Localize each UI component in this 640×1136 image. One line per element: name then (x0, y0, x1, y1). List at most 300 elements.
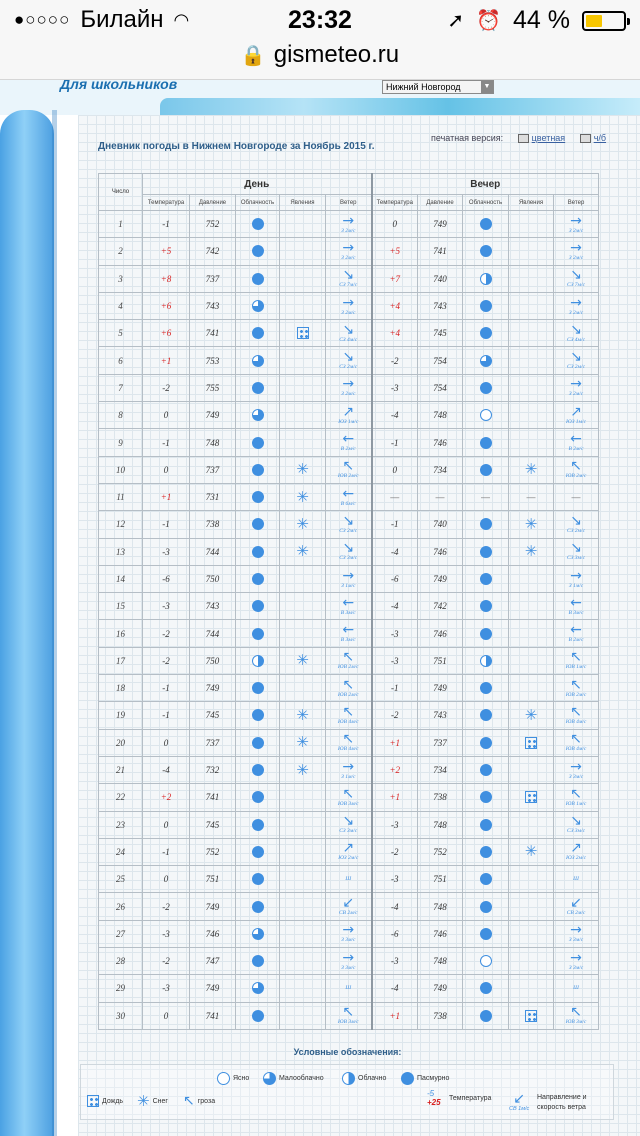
evening-cloudiness (463, 292, 509, 319)
wind-text: ЮВ 4м/с (337, 746, 359, 753)
table-row (99, 866, 599, 893)
wind-text: ЮВ 1м/с (565, 664, 587, 671)
carrier-name: Билайн (80, 6, 164, 33)
day-temperature: -1 (143, 511, 190, 538)
clear-icon (480, 409, 492, 421)
legend-wind-sample (509, 1093, 529, 1112)
partly-cloudy-icon (480, 355, 492, 367)
day-phenomena (280, 402, 326, 429)
wind-arrow-icon: ↖ (342, 731, 355, 748)
evening-temperature: +1 (372, 784, 418, 811)
legend-label: Пасмурно (417, 1075, 450, 1082)
wind-text: ЮЗ 2м/с (338, 855, 359, 862)
table-row (99, 975, 599, 1002)
day-phenomena (280, 811, 326, 838)
day-cloudiness (236, 838, 280, 865)
table-row (99, 456, 599, 483)
day-wind (326, 538, 372, 565)
rain-icon (297, 327, 309, 339)
wind-arrow-icon: ↗ (342, 403, 355, 420)
wind-text: З 2м/с (568, 254, 584, 261)
evening-cloudiness (463, 893, 509, 920)
wind-text: СЗ 3м/с (567, 828, 586, 835)
cloudy-icon (480, 655, 492, 667)
snow-icon: ✳ (296, 733, 309, 752)
wind-text: З 2м/с (568, 309, 584, 316)
day-phenomena (280, 292, 326, 319)
day-phenomena (280, 565, 326, 592)
legend-temperature (449, 1095, 491, 1102)
day-temperature: 0 (143, 1002, 190, 1029)
day-wind (326, 756, 372, 783)
overcast-icon (480, 791, 492, 803)
overcast-icon (252, 491, 264, 503)
evening-phenomena (509, 811, 554, 838)
wind-text: СЗ 4м/с (567, 336, 586, 343)
evening-pressure: 748 (418, 402, 463, 429)
evening-wind (554, 292, 599, 319)
table-row (99, 565, 599, 592)
wind-text: З 3м/с (341, 937, 356, 944)
wind-arrow-icon: ↖ (570, 785, 582, 802)
day-phenomena (280, 702, 326, 729)
day-temperature: -1 (143, 429, 190, 456)
evening-wind (554, 483, 599, 510)
evening-temperature: -4 (372, 402, 418, 429)
day-phenomena (280, 729, 326, 756)
wind-text: СВ 2м/с (566, 910, 586, 917)
evening-pressure: — (418, 483, 463, 510)
day-phenomena (280, 893, 326, 920)
overcast-icon (480, 1010, 492, 1022)
evening-wind (554, 811, 599, 838)
evening-cloudiness (463, 647, 509, 674)
print-color-link[interactable]: цветная (531, 133, 566, 143)
day-number: 5 (99, 320, 143, 347)
day-wind (326, 1002, 372, 1029)
overcast-icon (252, 437, 264, 449)
day-wind (326, 948, 372, 975)
evening-cloudiness (463, 838, 509, 865)
day-temperature: -1 (143, 675, 190, 702)
header-pressure: Давление (190, 195, 236, 211)
evening-temperature: -2 (372, 702, 418, 729)
clear-icon (480, 955, 492, 967)
evening-cloudiness (463, 948, 509, 975)
wind-arrow-icon: → (342, 212, 355, 229)
wind-arrow-icon: → (570, 294, 582, 311)
wind-arrow-icon: → (570, 376, 582, 393)
day-phenomena (280, 511, 326, 538)
day-cloudiness (236, 620, 280, 647)
wind-text: З 1м/с (568, 582, 584, 589)
wind-arrow-icon: → (342, 294, 355, 311)
evening-cloudiness (463, 374, 509, 401)
overcast-icon (480, 245, 492, 257)
overcast-icon (480, 682, 492, 694)
legend-partly (263, 1072, 324, 1085)
evening-phenomena (509, 893, 554, 920)
evening-wind (554, 320, 599, 347)
header-day: Число (99, 174, 143, 211)
day-cloudiness (236, 511, 280, 538)
day-phenomena (280, 265, 326, 292)
evening-pressure: 745 (418, 320, 463, 347)
evening-temperature: -6 (372, 920, 418, 947)
day-cloudiness (236, 975, 280, 1002)
evening-cloudiness (463, 729, 509, 756)
evening-cloudiness (463, 483, 509, 510)
wind-arrow-icon: ↘ (570, 321, 582, 338)
overcast-icon (480, 518, 492, 530)
snow-icon: ✳ (524, 842, 538, 861)
day-wind (326, 647, 372, 674)
day-pressure: 741 (190, 784, 236, 811)
overcast-icon (480, 600, 492, 612)
evening-phenomena (509, 456, 554, 483)
day-cloudiness (236, 811, 280, 838)
evening-temperature: -4 (372, 538, 418, 565)
evening-phenomena (509, 320, 554, 347)
wind-arrow-icon: → (342, 567, 355, 584)
wind-arrow-icon: ↘ (570, 540, 582, 557)
evening-cloudiness (463, 347, 509, 374)
table-row (99, 811, 599, 838)
legend-label: Облачно (358, 1075, 387, 1082)
overcast-icon (252, 873, 264, 885)
partly-cloudy-icon (252, 355, 264, 367)
overcast-icon (480, 901, 492, 913)
wind-text: СЗ 3м/с (339, 555, 358, 562)
overcast-icon (401, 1072, 414, 1085)
day-number: 21 (99, 756, 143, 783)
day-phenomena (280, 920, 326, 947)
evening-temperature: -4 (372, 893, 418, 920)
day-temperature: 0 (143, 866, 190, 893)
day-pressure: 737 (190, 265, 236, 292)
wind-arrow-icon: → (342, 949, 355, 966)
evening-wind (554, 265, 599, 292)
header-temperature: Температура (372, 195, 418, 211)
wind-arrow-icon: ↖ (570, 458, 582, 475)
evening-cloudiness (463, 320, 509, 347)
table-row (99, 320, 599, 347)
day-number: 15 (99, 593, 143, 620)
day-cloudiness (236, 374, 280, 401)
day-phenomena (280, 456, 326, 483)
day-phenomena (280, 620, 326, 647)
overcast-icon (480, 737, 492, 749)
table-row (99, 292, 599, 319)
day-wind (326, 838, 372, 865)
day-number: 29 (99, 975, 143, 1002)
day-cloudiness (236, 948, 280, 975)
wind-arrow-icon: ↘ (342, 512, 355, 529)
evening-phenomena (509, 838, 554, 865)
evening-wind (554, 402, 599, 429)
wind-text: СВ 2м/с (338, 910, 358, 917)
day-temperature: +1 (143, 483, 190, 510)
evening-phenomena (509, 292, 554, 319)
wind-text: ЮВ 4м/с (565, 746, 587, 753)
header-temperature: Температура (143, 195, 190, 211)
table-body (99, 211, 599, 1030)
table-row (99, 265, 599, 292)
day-phenomena (280, 948, 326, 975)
day-temperature: -3 (143, 920, 190, 947)
evening-cloudiness (463, 538, 509, 565)
evening-wind (554, 838, 599, 865)
print-bw-link[interactable]: ч/б (593, 133, 607, 143)
header-cloudiness: Облачность (463, 195, 509, 211)
evening-wind (554, 756, 599, 783)
day-temperature: -3 (143, 538, 190, 565)
evening-pressure: 749 (418, 211, 463, 238)
evening-wind (554, 620, 599, 647)
evening-pressure: 734 (418, 456, 463, 483)
day-cloudiness (236, 729, 280, 756)
evening-cloudiness (463, 811, 509, 838)
wind-arrow-icon: ↖ (342, 703, 355, 720)
wind-arrow-icon: ← (342, 431, 355, 448)
evening-cloudiness (463, 975, 509, 1002)
cloudy-icon (252, 655, 264, 667)
day-phenomena (280, 756, 326, 783)
snow-icon: ✳ (296, 542, 309, 561)
day-wind (326, 402, 372, 429)
partly-cloudy-icon (263, 1072, 276, 1085)
day-pressure: 746 (190, 920, 236, 947)
day-phenomena (280, 347, 326, 374)
wind-arrow-icon: ↖ (570, 703, 582, 720)
day-pressure: 743 (190, 292, 236, 319)
overcast-icon (480, 928, 492, 940)
legend-snow (137, 1092, 168, 1110)
wind-arrow-icon: ↖ (342, 458, 355, 475)
evening-temperature: -3 (372, 866, 418, 893)
rain-icon (525, 737, 537, 749)
wifi-icon: ◠ (173, 9, 190, 30)
table-row (99, 374, 599, 401)
wind-arrow-icon: ↗ (342, 840, 355, 857)
day-temperature: +6 (143, 292, 190, 319)
day-phenomena (280, 538, 326, 565)
day-temperature: -2 (143, 647, 190, 674)
header-pressure: Давление (418, 195, 463, 211)
day-temperature: -1 (143, 702, 190, 729)
day-wind (326, 702, 372, 729)
day-pressure: 748 (190, 429, 236, 456)
day-wind (326, 374, 372, 401)
day-pressure: 732 (190, 756, 236, 783)
day-pressure: 745 (190, 811, 236, 838)
wind-arrow-icon: → (342, 922, 355, 939)
wind-text: Ш (345, 985, 352, 992)
overcast-icon (480, 382, 492, 394)
wind-arrow-icon: ← (342, 485, 355, 502)
day-pressure: 749 (190, 893, 236, 920)
day-wind (326, 620, 372, 647)
banner-logo[interactable]: Для школьников (60, 80, 178, 92)
evening-wind (554, 647, 599, 674)
evening-phenomena (509, 647, 554, 674)
day-number: 1 (99, 211, 143, 238)
overcast-icon (252, 737, 264, 749)
day-wind (326, 975, 372, 1002)
evening-cloudiness (463, 593, 509, 620)
battery-percent: 44 % (513, 6, 570, 34)
wind-text: СЗ 2м/с (567, 527, 586, 534)
wind-arrow-icon: ↘ (342, 349, 355, 366)
evening-wind (554, 975, 599, 1002)
overcast-icon (480, 437, 492, 449)
day-cloudiness (236, 866, 280, 893)
evening-temperature: -2 (372, 347, 418, 374)
day-wind (326, 784, 372, 811)
wind-text: СЗ 4м/с (339, 336, 358, 343)
day-pressure: 749 (190, 975, 236, 1002)
evening-temperature: -3 (372, 948, 418, 975)
day-phenomena (280, 483, 326, 510)
evening-pressure: 752 (418, 838, 463, 865)
wind-text: В 6м/с (340, 500, 356, 507)
day-pressure: 749 (190, 675, 236, 702)
evening-pressure: 743 (418, 292, 463, 319)
day-number: 16 (99, 620, 143, 647)
address-bar[interactable] (0, 40, 640, 80)
table-row (99, 511, 599, 538)
day-wind (326, 456, 372, 483)
table-row (99, 702, 599, 729)
day-cloudiness (236, 292, 280, 319)
overcast-icon (480, 982, 492, 994)
day-number: 18 (99, 675, 143, 702)
decorative-pencil (0, 110, 54, 1136)
wind-text: Ш (573, 876, 579, 883)
wind-arrow-icon: ← (570, 594, 582, 611)
evening-cloudiness (463, 756, 509, 783)
evening-cloudiness (463, 1002, 509, 1029)
day-pressure: 738 (190, 511, 236, 538)
wind-arrow-icon: → (570, 212, 582, 229)
header-phenomena: Явления (280, 195, 326, 211)
day-number: 2 (99, 238, 143, 265)
print-label: печатная версия: (431, 133, 504, 143)
day-pressure: 753 (190, 347, 236, 374)
day-wind (326, 483, 372, 510)
wind-text: СЗ 2м/с (339, 527, 358, 534)
day-phenomena (280, 647, 326, 674)
evening-temperature: +7 (372, 265, 418, 292)
day-cloudiness (236, 920, 280, 947)
wind-arrow-icon: ↘ (342, 540, 355, 557)
table-row (99, 347, 599, 374)
wind-text: ЮВ 4м/с (565, 718, 587, 725)
evening-wind (554, 702, 599, 729)
evening-phenomena (509, 675, 554, 702)
wind-arrow-icon: ← (570, 431, 582, 448)
day-pressure: 750 (190, 565, 236, 592)
wind-text: ЮВ 2м/с (565, 691, 587, 698)
evening-wind (554, 511, 599, 538)
day-number: 3 (99, 265, 143, 292)
evening-cloudiness (463, 238, 509, 265)
day-number: 25 (99, 866, 143, 893)
city-select[interactable] (382, 80, 494, 94)
partly-cloudy-icon (252, 982, 264, 994)
header-evening-section: Вечер (372, 174, 599, 195)
evening-phenomena (509, 538, 554, 565)
evening-pressure: 749 (418, 975, 463, 1002)
day-cloudiness (236, 702, 280, 729)
header-day-section: День (143, 174, 372, 195)
wind-arrow-icon: ↖ (570, 676, 582, 693)
overcast-icon (252, 791, 264, 803)
evening-temperature: +4 (372, 320, 418, 347)
evening-temperature: +1 (372, 1002, 418, 1029)
day-temperature: +2 (143, 784, 190, 811)
wind-arrow-icon: ↖ (570, 649, 582, 666)
table-row (99, 429, 599, 456)
day-phenomena (280, 211, 326, 238)
day-pressure: 741 (190, 320, 236, 347)
overcast-icon (252, 709, 264, 721)
day-temperature: 0 (143, 456, 190, 483)
day-number: 10 (99, 456, 143, 483)
evening-temperature: -1 (372, 429, 418, 456)
day-cloudiness (236, 483, 280, 510)
day-temperature: -6 (143, 565, 190, 592)
page-title: Дневник погоды в Нижнем Новгороде за Ноябрь 2015 г. (98, 141, 375, 152)
snow-icon: ✳ (296, 460, 309, 479)
signal-icon: ●○○○○ (14, 10, 71, 29)
day-wind (326, 866, 372, 893)
evening-cloudiness (463, 511, 509, 538)
evening-wind (554, 374, 599, 401)
wind-text: З 2м/с (341, 254, 356, 261)
printer-icon (580, 134, 591, 143)
table-row (99, 948, 599, 975)
day-temperature: +5 (143, 238, 190, 265)
cloudy-icon (480, 273, 492, 285)
wind-text: В 3м/с (568, 609, 584, 616)
evening-pressure: 738 (418, 1002, 463, 1029)
banner-paint-stroke (160, 98, 640, 115)
overcast-icon (252, 901, 264, 913)
evening-pressure: 751 (418, 647, 463, 674)
wind-text: ЮЗ 1м/с (338, 418, 359, 425)
wind-arrow-icon: ↖ (570, 1004, 582, 1021)
evening-pressure: 749 (418, 565, 463, 592)
table-row (99, 756, 599, 783)
evening-temperature: 0 (372, 211, 418, 238)
weather-diary-table (98, 173, 599, 1030)
day-temperature: 0 (143, 402, 190, 429)
overcast-icon (252, 273, 264, 285)
day-wind (326, 511, 372, 538)
overcast-icon (252, 218, 264, 230)
table-row (99, 647, 599, 674)
legend-storm (183, 1095, 215, 1108)
day-phenomena (280, 1002, 326, 1029)
wind-arrow-icon: ↖ (342, 785, 355, 802)
day-cloudiness (236, 593, 280, 620)
header-phenomena: Явления (509, 195, 554, 211)
evening-wind (554, 893, 599, 920)
day-wind (326, 811, 372, 838)
evening-wind (554, 1002, 599, 1029)
day-number: 17 (99, 647, 143, 674)
